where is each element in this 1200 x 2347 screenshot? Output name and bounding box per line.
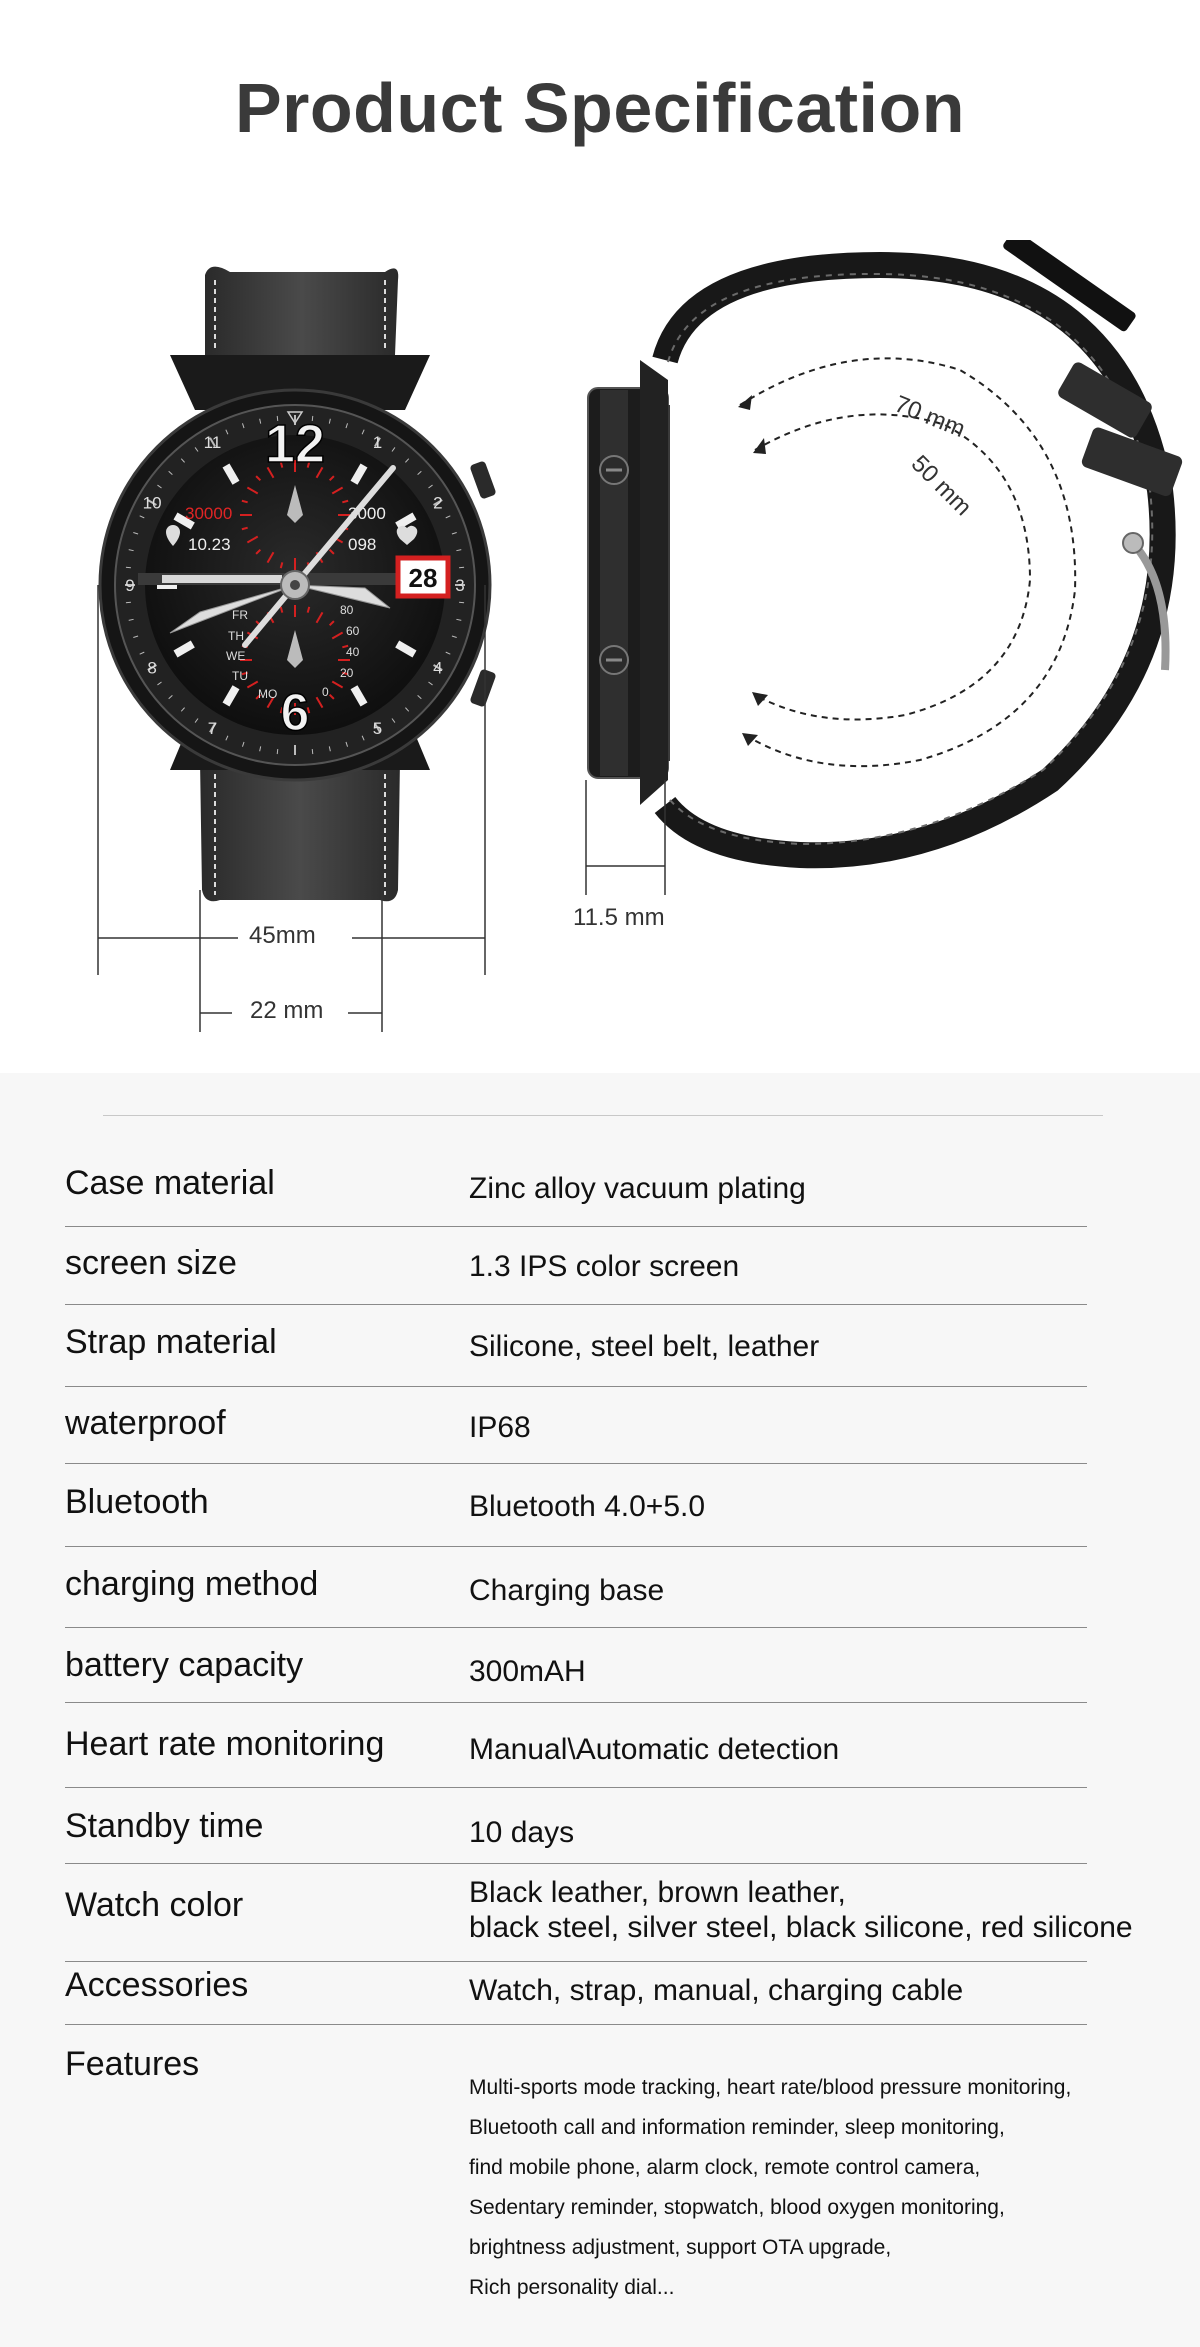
subdial-number: 60 xyxy=(346,624,360,638)
top-strap xyxy=(205,267,398,355)
subdial-number: 40 xyxy=(346,645,360,659)
spec-value: 300mAH xyxy=(469,1655,586,1688)
spec-row xyxy=(65,1227,1087,1305)
bezel-number: 10 xyxy=(142,493,162,513)
weekday-label: TH xyxy=(228,629,244,643)
spec-row xyxy=(65,1864,1133,1962)
subdial-number: 20 xyxy=(340,666,354,680)
spec-label: Standby time xyxy=(65,1807,264,1845)
spec-label: Bluetooth xyxy=(65,1483,209,1521)
weekday-label: MO xyxy=(258,687,278,701)
spec-label: Features xyxy=(65,2045,200,2083)
spec-value: Rich personality dial... xyxy=(469,2276,675,2299)
spec-value: 1.3 IPS color screen xyxy=(469,1250,740,1283)
spec-row xyxy=(65,1703,1087,1788)
spec-label: Watch color xyxy=(65,1886,244,1924)
weekday-label: TU xyxy=(232,669,248,683)
steps-readout: 30000 xyxy=(185,504,233,523)
time-readout: 10.23 xyxy=(188,535,231,554)
spec-label: Accessories xyxy=(65,1966,249,2004)
band-large-label: 70 mm xyxy=(890,390,969,444)
spec-label: Case material xyxy=(65,1164,275,1202)
weekday-label: WE xyxy=(226,649,246,663)
spec-label: screen size xyxy=(65,1244,237,1282)
thickness-dimension xyxy=(586,780,665,895)
date-value: 28 xyxy=(408,563,438,593)
spec-value: Zinc alloy vacuum plating xyxy=(469,1172,806,1205)
case-width-label: 45mm xyxy=(245,922,320,950)
spec-row xyxy=(65,2025,1087,2315)
band-arrowheads xyxy=(738,395,768,746)
spec-row xyxy=(65,1628,1087,1703)
spec-row xyxy=(65,1464,1087,1547)
spec-value: 10 days xyxy=(469,1816,575,1849)
spec-label: battery capacity xyxy=(65,1646,304,1684)
bezel-number: 4 xyxy=(433,658,443,678)
spec-label: Heart rate monitoring xyxy=(65,1725,385,1763)
spec-value: Manual\Automatic detection xyxy=(469,1733,840,1766)
page-title: Product Specification xyxy=(234,69,966,147)
spec-value: Multi-sports mode tracking, heart rate/blood pressure monitoring, xyxy=(469,2076,1072,2099)
weekday-label: FR xyxy=(232,608,248,622)
band-small-label: 50 mm xyxy=(905,450,977,522)
spec-value: Bluetooth 4.0+5.0 xyxy=(469,1490,706,1523)
hour-6: 6 xyxy=(280,684,310,742)
spec-value: Silicone, steel belt, leather xyxy=(469,1330,820,1363)
watch-diagram xyxy=(0,240,1200,1060)
spec-row xyxy=(65,1547,1087,1628)
spec-row xyxy=(65,1962,1087,2025)
spec-value: find mobile phone, alarm clock, remote control camera, xyxy=(469,2156,981,2179)
spec-value: Bluetooth call and information reminder, sleep monitoring, xyxy=(469,2116,1005,2139)
spec-value: Watch, strap, manual, charging cable xyxy=(469,1974,964,2007)
spec-row xyxy=(65,1305,1087,1387)
bezel-number: 1 xyxy=(372,433,383,453)
side-watch xyxy=(588,240,1184,855)
spec-row xyxy=(65,1387,1087,1464)
divider xyxy=(103,1115,1103,1116)
bezel-number: 8 xyxy=(147,658,157,678)
strap-width-label: 22 mm xyxy=(246,997,327,1025)
bezel-number: 11 xyxy=(203,433,222,453)
heart-readout: 098 xyxy=(348,535,377,554)
spec-value: Charging base xyxy=(469,1574,665,1607)
spec-value: black steel, silver steel, black silicone, red silicone xyxy=(469,1911,1133,1944)
hour-12: 12 xyxy=(264,414,326,474)
spec-row xyxy=(65,1153,1087,1227)
spec-row xyxy=(65,1788,1087,1864)
bezel-number: 3 xyxy=(455,576,465,595)
spec-value: Sedentary reminder, stopwatch, blood oxygen monitoring, xyxy=(469,2196,1005,2219)
bezel-number: 5 xyxy=(372,718,383,738)
spec-label: charging method xyxy=(65,1565,319,1603)
calories-readout: 3000 xyxy=(348,504,386,523)
spec-value: IP68 xyxy=(469,1411,531,1444)
spec-label: waterproof xyxy=(65,1404,226,1442)
thickness-label: 11.5 mm xyxy=(569,904,669,932)
subdial-number: 0 xyxy=(322,685,329,699)
spec-label: Strap material xyxy=(65,1323,277,1361)
bezel-number: 2 xyxy=(433,493,443,513)
subdial-number: 80 xyxy=(340,603,354,617)
spec-value: Black leather, brown leather, xyxy=(469,1876,846,1909)
watch-illustration xyxy=(0,240,1200,1060)
bezel-number: 9 xyxy=(125,576,135,595)
bezel-number: 7 xyxy=(207,718,218,738)
spec-value: brightness adjustment, support OTA upgrade, xyxy=(469,2236,892,2259)
